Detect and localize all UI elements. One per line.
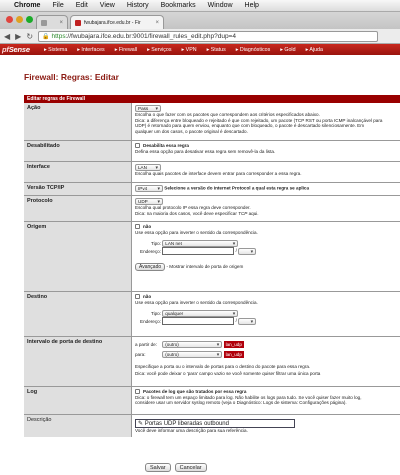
tab-favicon-icon (75, 20, 81, 26)
destino-mask-select[interactable] (235, 318, 256, 325)
protocol-select[interactable]: UDP ▾ (135, 198, 163, 205)
reload-icon[interactable]: ↻ (26, 31, 34, 41)
menu-history[interactable]: History (126, 2, 149, 9)
zoom-window-button[interactable] (26, 16, 33, 23)
origem-tipo-select[interactable]: LAN net ▾ (162, 240, 238, 247)
label-descricao: Descrição (24, 415, 132, 437)
disable-checkbox[interactable] (135, 143, 140, 148)
porta-para-select[interactable]: (outro) ▾ (162, 351, 222, 358)
nav-gold[interactable]: ▸ Gold (280, 46, 296, 53)
lock-icon: 🔒 (42, 33, 50, 40)
menu-help[interactable]: Help (244, 2, 259, 9)
save-button[interactable]: Salvar (145, 463, 171, 472)
nav-sistema[interactable]: ▸ Sistema (44, 46, 68, 53)
disable-help: Defina essa opção para desativar essa regra sem removê-la da lista. (135, 148, 276, 154)
tab-favicon-icon (41, 20, 47, 26)
row-intervalo (24, 337, 400, 387)
destino-nao-label: não (143, 294, 152, 299)
menu-file[interactable]: File (52, 2, 64, 9)
protocolo-tip-em: TCP (238, 210, 248, 216)
page-content (0, 55, 400, 475)
log-checkbox[interactable] (135, 389, 140, 394)
close-window-button[interactable] (6, 16, 13, 23)
rule-edit-form (24, 95, 400, 437)
row-protocolo (24, 196, 400, 222)
destino-endereco-label: Endereço: (140, 318, 161, 324)
porta-de-select[interactable]: (outro) ▾ (162, 341, 222, 348)
ip-version-select[interactable]: IPv4 ▾ (135, 185, 163, 192)
origem-help: Use essa opção para inverter o sentido da correspondência. (135, 230, 258, 236)
label-origem: Origem (24, 222, 132, 291)
form-buttons (145, 463, 207, 472)
menu-bookmarks[interactable]: Bookmarks (160, 2, 196, 9)
acao-help: Escolha o que fazer com os pacotes que correspondem aos critérios especificados abaixo. (135, 112, 320, 117)
label-destino: Destino (24, 292, 132, 336)
tab-title: fwubajara.ifce.edu.br - Fir (84, 19, 141, 26)
origem-endereco-input[interactable] (162, 247, 234, 255)
protocolo-tip: Dica: na maioria dos casos, você deve especificar (135, 210, 239, 216)
nav-interfaces[interactable]: ▸ Interfaces (77, 46, 105, 53)
origem-tipo-label: Tipo: (150, 241, 161, 247)
label-intervalo: Intervalo de porta de destino (24, 337, 132, 386)
nav-servicos[interactable]: ▸ Serviços (147, 46, 172, 53)
browser-tab-1[interactable] (36, 15, 68, 29)
destino-endereco-input[interactable] (162, 317, 234, 325)
protocolo-help: Escolha qual protocolo IP essa regra deve corresponder. (135, 205, 251, 210)
forward-icon[interactable]: ▶ (15, 31, 22, 41)
log-help: Dica: o firewall tem um espaço limitado para log. Não habilite os logs para tudo. Se você quiser fazer muito log, (135, 394, 362, 400)
destino-invert-checkbox[interactable] (135, 294, 140, 299)
address-bar[interactable] (38, 31, 378, 42)
menu-app[interactable]: Chrome (14, 2, 41, 9)
label-desabilitado: Desabilitado (24, 141, 132, 161)
label-protocolo: Protocolo (24, 196, 132, 221)
os-menubar (0, 0, 400, 12)
versao-help: Selecione a versão do Internet Protocol a qual esta regra se aplica (164, 185, 310, 191)
acao-select[interactable]: Pass ▾ (135, 105, 161, 112)
page-title: Firewall: Regras: Editar (24, 72, 119, 82)
nav-firewall[interactable]: ▸ Firewall (114, 46, 138, 53)
url-rest: ://fwubajara.ifce.edu.br:9001/firewall_rules_edit.php?dup=4 (65, 32, 236, 40)
origem-invert-checkbox[interactable] (135, 224, 140, 229)
section-header: Editar regras de Firewall (24, 95, 400, 103)
row-versao (24, 183, 400, 196)
porta-para-label: para: (135, 351, 146, 357)
porta-de-label: a partir de: (135, 341, 157, 347)
pfsense-navbar (0, 44, 400, 55)
origem-slash: / (235, 248, 237, 254)
origem-nao-label: não (143, 224, 152, 229)
nav-diagnosticos[interactable]: ▸ Diagnósticos (235, 46, 271, 53)
log-help: considere usar um servidor syslog remoto (veja o Diagnóstico: Logs de sistema: Configurações página). (135, 400, 347, 406)
label-versao: Versão TCP/IP (24, 183, 132, 195)
back-icon[interactable]: ◀ (4, 31, 11, 41)
descricao-help: Você deve informar uma descrição para sua referência. (135, 428, 248, 433)
logo-text: Sense (8, 45, 30, 54)
browser-tabstrip (0, 12, 400, 29)
descricao-input[interactable]: ✎ Portas UDP liberadas outbound (135, 419, 295, 428)
acao-help: Dica: a diferença entre bloqueado e rejeitado é que com rejeitado, um pacote (TCP RST ou porta ICMP inalcançável para (135, 117, 383, 123)
nav-ajuda[interactable]: ▸ Ajuda (305, 46, 323, 53)
menu-window[interactable]: Window (207, 2, 233, 9)
label-interface: Interface (24, 162, 132, 182)
row-log (24, 387, 400, 415)
disable-check-label: Desabilita essa regra (143, 143, 189, 148)
pfsense-logo[interactable]: pfSense (2, 45, 30, 54)
menu-edit[interactable]: Edit (75, 2, 88, 9)
menu-view[interactable]: View (99, 2, 115, 9)
acao-help: qualquer um dos casos, o pacote original é descartado. (135, 128, 248, 134)
row-descricao (24, 415, 400, 437)
nav-status[interactable]: ▸ Status (206, 46, 226, 53)
url-scheme: https (51, 32, 66, 40)
browser-tab-2[interactable] (70, 15, 164, 29)
label-log: Log (24, 387, 132, 414)
destino-slash: / (235, 318, 237, 324)
origem-mask-select[interactable] (235, 248, 256, 255)
porta-de-alias[interactable]: lan_udp (225, 342, 242, 347)
pencil-icon: ✎ (138, 421, 144, 427)
protocolo-tip-end: aqui. (247, 210, 259, 216)
destino-tipo-label: Tipo: (150, 311, 161, 317)
tab-close-icon[interactable]: × (155, 19, 159, 26)
row-interface (24, 162, 400, 183)
origem-endereco-label: Endereço: (140, 248, 161, 254)
acao-help: UDP) é retornado para quem enviou, enquanto que com bloqueado, o pacote é descartado silenciosamente. Em (135, 123, 365, 129)
intervalo-help: Especifique a porta ou o intervalo de portas para o destino do pacote para essa regra. (135, 364, 311, 370)
row-origem (24, 222, 400, 292)
intervalo-tip: Dica: você pode deixar o 'para' campo vazio se você somente quiser filtrar uma única porta (135, 370, 321, 376)
avancado-button[interactable]: Avançado (135, 263, 165, 271)
interface-help: Escolha quais pacotes de interface devem entrar para corresponder a essa regra. (135, 171, 302, 176)
avancado-help: - Mostrar intervalo de porta de origem (166, 264, 244, 270)
tab-close-icon[interactable]: × (59, 19, 63, 26)
label-acao: Ação (24, 103, 132, 140)
log-check-label: Pacotes de log que são tratados por essa regra (143, 389, 247, 394)
destino-tipo-select[interactable]: qualquer ▾ (162, 310, 238, 317)
row-acao (24, 103, 400, 141)
interface-select[interactable]: LAN ▾ (135, 164, 161, 171)
minimize-window-button[interactable] (16, 16, 23, 23)
browser-toolbar (0, 29, 400, 44)
row-desabilitado (24, 141, 400, 162)
nav-vpn[interactable]: ▸ VPN (181, 46, 197, 53)
window-controls (6, 16, 33, 23)
destino-help: Use essa opção para inverter o sentido da correspondência. (135, 300, 258, 306)
porta-para-alias[interactable]: lan_udp (225, 352, 242, 358)
cancel-button[interactable]: Cancelar (175, 463, 207, 472)
row-destino (24, 292, 400, 337)
